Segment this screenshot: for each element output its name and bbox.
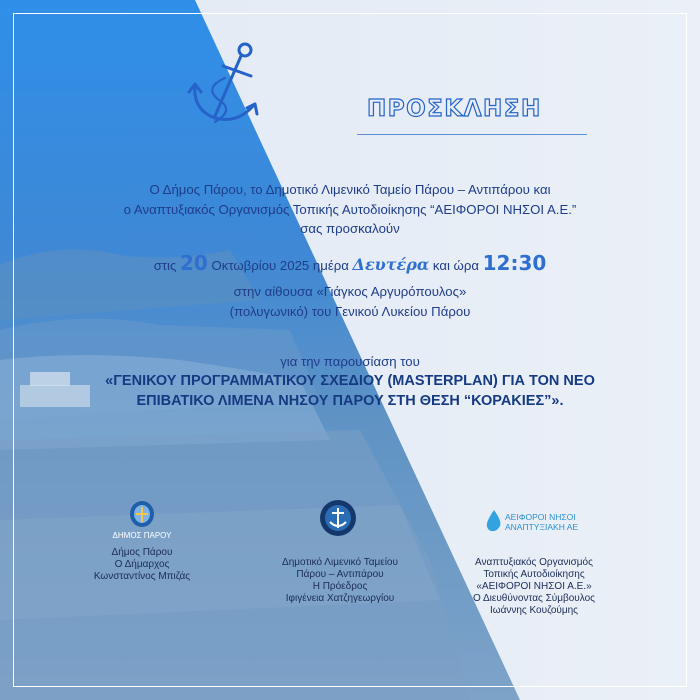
signatory-1-role: Ο Δήμαρχος [114,559,170,570]
signatory-3-org-line-3: «ΑΕΙΦΟΡΟΙ ΝΗΣΟΙ Α.Ε.» [476,581,592,592]
time-prefix: και ώρα [432,258,479,273]
signatory-2 [262,557,418,605]
date-day: 20 [180,251,208,275]
date-prefix: στις [153,258,177,273]
date-line [0,251,700,275]
port-fund-logo-icon [318,498,358,538]
intro-line-1: Ο Δήμος Πάρου, το Δημοτικό Λιμενικό Ταμείο Πάρου – Αντιπάρου και [149,182,551,197]
title-underline [357,134,587,135]
anchor-icon [185,38,275,133]
venue-line-1: στην αίθουσα «Γιάγκος Αργυρόπουλος» [233,284,467,299]
signatory-2-org-line-1: Δημοτικό Λιμενικό Ταμείου [282,557,398,568]
municipality-logo-icon [118,500,166,530]
presentation-title-line-2: ΕΠΙΒΑΤΙΚΟ ΛΙΜΕΝΑ ΝΗΣΟΥ ΠΑΡΟΥ ΣΤΗ ΘΕΣΗ “ΚΟΡΑΚΙΕΣ”». [136,393,564,409]
signatory-2-org-line-2: Πάρου – Αντιπάρου [296,569,384,580]
date-weekday: Δευτέρα [352,255,430,274]
intro-line-3: σας προσκαλούν [300,221,400,236]
signatory-2-role: Η Πρόεδρος [312,581,368,592]
signatory-1-org: Δήμος Πάρου [111,547,173,558]
signatory-3-org-line-1: Αναπτυξιακός Οργανισμός [475,557,593,568]
aeiforoi-logo-text-1: ΑΕΙΦΟΡΟΙ ΝΗΣΟΙ [505,512,576,522]
signatory-1 [70,547,214,583]
signatory-3-org-line-2: Τοπικής Αυτοδιοίκησης [483,569,585,580]
water-drop-logo-icon [484,509,504,533]
date-month-year: Οκτωβρίου 2025 ημέρα [211,258,349,273]
invitation-title: ΠΡΟΣΚΛΗΣΗ [367,96,542,122]
signatory-2-name: Ιφιγένεια Χατζηγεωργίου [285,593,395,604]
presentation-title-line-1: «ΓΕΝΙΚΟΥ ΠΡΟΓΡΑΜΜΑΤΙΚΟΥ ΣΧΕΔΙΟΥ (MASTERPLAN) ΓΙΑ ΤΟΝ ΝΕΟ [105,373,595,389]
presentation-intro: για την παρουσίαση του [280,354,420,369]
time-value: 12:30 [482,251,547,275]
municipality-logo-text: ΔΗΜΟΣ ΠΑΡΟΥ [112,531,172,540]
signatory-1-name: Κωνσταντίνος Μπιζάς [93,571,191,582]
signatory-3 [450,557,618,617]
signatory-3-name: Ιωάννης Κουζούμης [489,605,579,616]
signatory-3-role: Ο Διευθύνοντας Σύμβουλος [472,593,596,604]
aeiforoi-logo-text [505,512,595,532]
aeiforoi-logo-text-2: ΑΝΑΠΤΥΞΙΑΚΗ ΑΕ [505,522,579,532]
venue-line-2: (πολυγωνικό) του Γενικού Λυκείου Πάρου [229,304,471,319]
intro-line-2: ο Αναπτυξιακός Οργανισμός Τοπικής Αυτοδιοίκησης “ΑΕΙΦΟΡΟΙ ΝΗΣΟΙ Α.Ε.” [123,202,577,217]
